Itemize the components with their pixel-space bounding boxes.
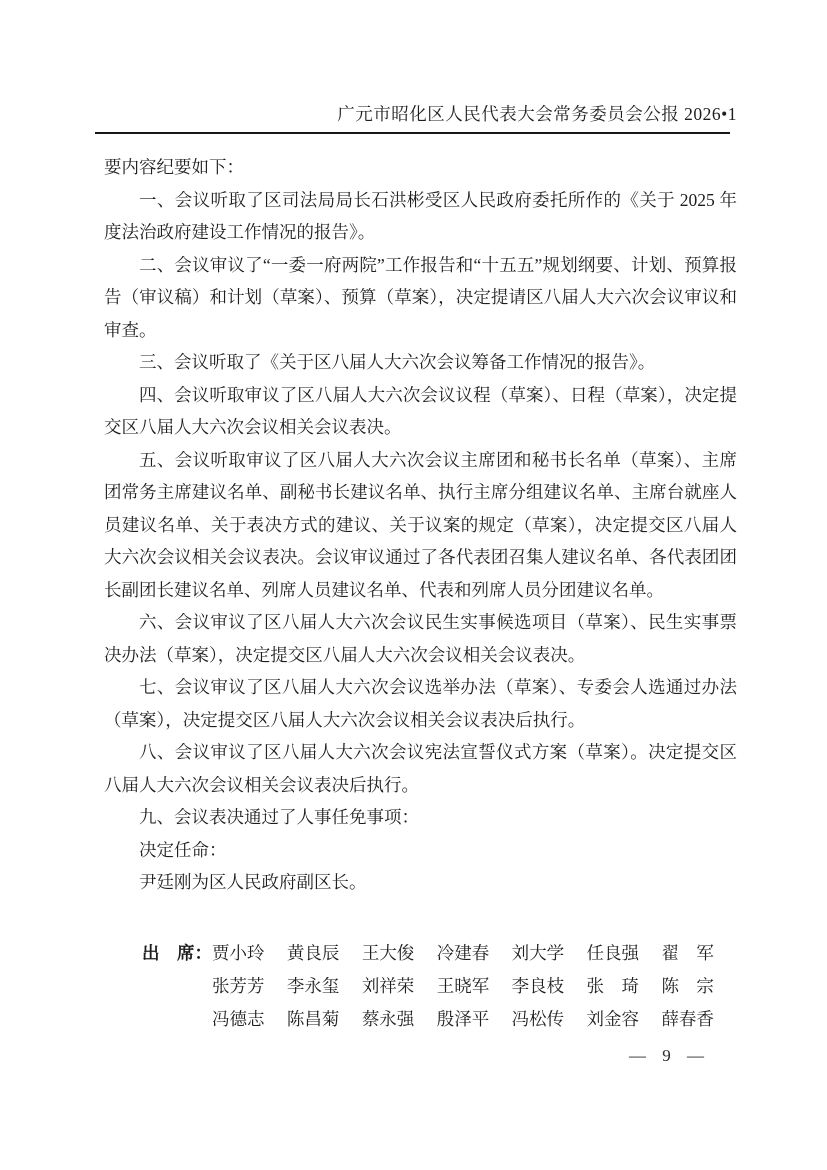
header-divider (95, 132, 730, 134)
attendee-name: 张 琦 (586, 975, 640, 996)
attendee-name: 冯松传 (511, 1008, 565, 1029)
attendee-name: 冷建春 (436, 942, 490, 963)
document-body (104, 151, 737, 899)
attendee-name: 黄良辰 (286, 942, 340, 963)
attendee-name: 刘大学 (511, 942, 565, 963)
attendee-name: 薛春香 (661, 1008, 714, 1029)
paragraph-item-5: 五、会议听取审议了区八届人大六次会议主席团和秘书长名单（草案）、主席团常务主席建议名单、副秘书长建议名单、执行主席分组建议名单、主席台就座人员建议名单、关于表决方式的建议、关于议案的规定（草案），决定提交区八届人大六次会议相关会议表决。会议审议通过了各代表团召集人建议名单、各代表团团长副团长建议名单、列席人员建议名单、代表和列席人员分团建议名单。 (104, 449, 737, 600)
attendance-names (212, 937, 714, 1036)
paragraph-item-7: 七、会议审议了区八届人大六次会议选举办法（草案）、专委会人选通过办法（草案），决定提交区八届人大六次会议相关会议表决后执行。 (104, 677, 737, 730)
attendee-name: 蔡永强 (361, 1008, 415, 1029)
attendee-name: 殷泽平 (436, 1008, 490, 1029)
attendance-row (212, 1003, 714, 1036)
attendee-name: 任良强 (586, 942, 640, 963)
page-header (104, 103, 737, 134)
paragraph-item-8: 八、会议审议了区八届人大六次会议宪法宣誓仪式方案（草案）。决定提交区八届人大六次会议相关会议表决后执行。 (104, 742, 737, 795)
attendee-name: 贾小玲 (212, 942, 265, 963)
publication-title: 广元市昭化区人民代表大会常务委员会公报 2026•1 (337, 104, 737, 124)
attendee-name: 李良枝 (511, 975, 565, 996)
paragraph-item-4: 四、会议听取审议了区八届人大六次会议议程（草案）、日程（草案），决定提交区八届人大六次会议相关会议表决。 (104, 384, 737, 437)
attendance-label: 出 席： (142, 942, 212, 963)
attendance-row (212, 937, 714, 970)
page-footer (104, 1046, 737, 1066)
attendee-name: 王大俊 (361, 942, 415, 963)
page-number: — 9 — (629, 1045, 710, 1065)
attendee-name: 王晓军 (436, 975, 490, 996)
attendee-name: 李永玺 (286, 975, 340, 996)
attendee-name: 陈昌菊 (286, 1008, 340, 1029)
attendee-name: 刘祥荣 (361, 975, 415, 996)
paragraph-item-9: 九、会议表决通过了人事任免事项： (139, 807, 419, 827)
attendance-section (142, 937, 737, 1036)
paragraph-appointee: 尹廷刚为区人民政府副区长。 (139, 872, 367, 892)
attendance-row (212, 970, 714, 1003)
attendee-name: 冯德志 (212, 1008, 265, 1029)
attendee-name: 刘金容 (586, 1008, 640, 1029)
paragraph-item-3: 三、会议听取了《关于区八届人大六次会议筹备工作情况的报告》。 (139, 352, 656, 372)
attendee-name: 张芳芳 (212, 975, 265, 996)
paragraph-intro: 要内容纪要如下： (104, 157, 244, 177)
paragraph-item-1: 一、会议听取了区司法局局长石洪彬受区人民政府委托所作的《关于 2025 年度法治政府建设工作情况的报告》。 (104, 189, 737, 242)
attendee-name: 陈 宗 (661, 975, 714, 996)
paragraph-item-2: 二、会议审议了“一委一府两院”工作报告和“十五五”规划纲要、计划、预算报告（审议稿）和计划（草案）、预算（草案），决定提请区八届人大六次会议审议和审查。 (104, 254, 737, 340)
paragraph-item-6: 六、会议审议了区八届人大六次会议民生实事候选项目（草案）、民生实事票决办法（草案），决定提交区八届人大六次会议相关会议表决。 (104, 612, 737, 665)
attendee-name: 翟 军 (661, 942, 714, 963)
paragraph-appointment-decision: 决定任命： (139, 839, 227, 860)
